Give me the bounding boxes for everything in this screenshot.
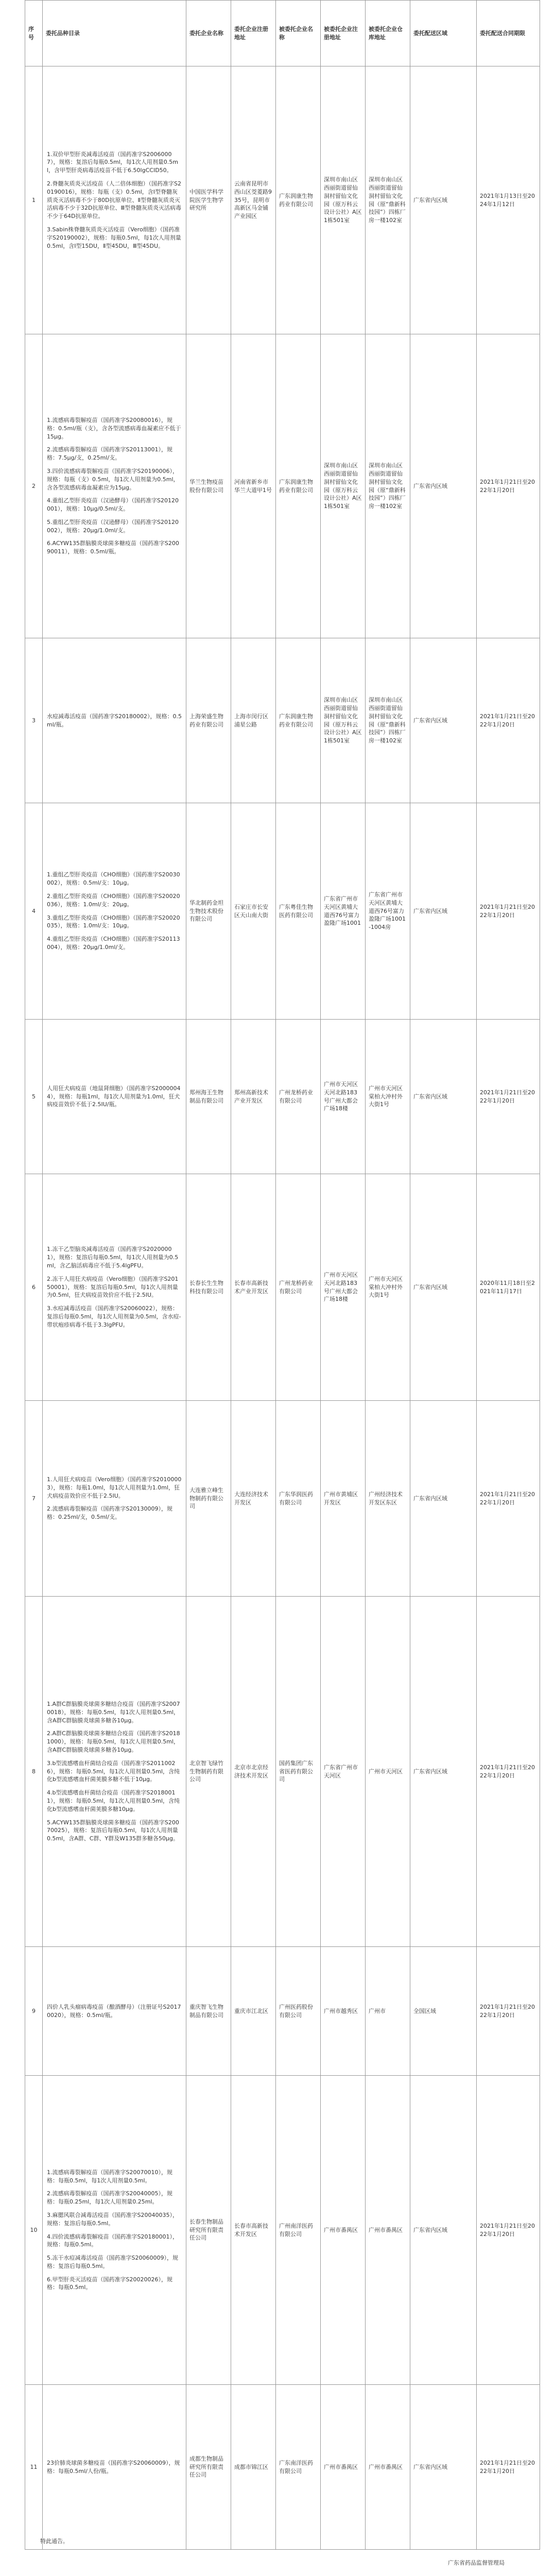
cell-holder-addr: 北京市北京经济技术开发区 bbox=[231, 1597, 276, 1947]
product-item: 5.冻干水痘减毒活疫苗（国药准字S20060009），规格：复溶后每瓶0.5ml。 bbox=[47, 2255, 178, 2269]
header-area: 委托配送区域 bbox=[410, 1, 477, 66]
cell-period: 2021年1月21日至2022年1月20日 bbox=[477, 1401, 540, 1597]
header-trustee-addr: 被委托企业注册地址 bbox=[321, 1, 366, 66]
product-item: 6.甲型肝炎灭活疫苗（国药准字S20020026），规格：每瓶0.5ml。 bbox=[47, 2276, 172, 2291]
product-item: 1.A群C群脑膜炎球菌多糖结合疫苗（国药准字S20070018），规格：每瓶0.5ml，每1次人用剂量0.5ml，含A群C群脑膜炎球菌多糖各10μg。 bbox=[47, 1701, 180, 1724]
cell-holder-addr: 大连经济技术开发区 bbox=[231, 1401, 276, 1597]
cell-trustee-addr: 广州市番禺区 bbox=[321, 2385, 366, 2550]
product-item: 2.流感病毒裂解疫苗（国药准字S20040005），规格：每瓶0.25ml，每1次人用剂量0.25ml。 bbox=[47, 2190, 172, 2206]
cell-area: 广东省内区域 bbox=[410, 638, 477, 803]
cell-trustee-addr: 广东省广州市天河区 bbox=[321, 1597, 366, 1947]
cell-warehouse: 深圳市南山区西丽街道留仙洞村留仙文化园（原“鼎新科技园”）四栋厂房一楼102室 bbox=[366, 66, 410, 334]
table-body bbox=[25, 66, 540, 2550]
cell-seq: 5 bbox=[25, 1020, 43, 1174]
cell-holder-addr: 石家庄市长安区天山南大街 bbox=[231, 803, 276, 1020]
cell-warehouse: 广州市番禺区 bbox=[366, 2385, 410, 2550]
cell-trustee-addr: 广州市天河区天河北路183号广州大都会广场18楼 bbox=[321, 1020, 366, 1174]
cell-seq: 6 bbox=[25, 1174, 43, 1401]
cell-trustee-addr: 广州市番禺区 bbox=[321, 2076, 366, 2385]
cell-holder: 大连雅立峰生物制药有限公司 bbox=[186, 1401, 231, 1597]
cell-holder: 长春生物制品研究所有限责任公司 bbox=[186, 2076, 231, 2385]
cell-seq: 11 bbox=[25, 2385, 43, 2550]
header-holder: 委托企业名称 bbox=[186, 1, 231, 66]
cell-period: 2021年1月21日至2022年1月20日 bbox=[477, 1020, 540, 1174]
product-item: 3.重组乙型肝炎疫苗（CHO细胞）（国药准字S20020035），规格：1.0ml/支：10μg。 bbox=[47, 914, 180, 929]
product-item: 23价肺炎球菌多糖疫苗（国药准字S20060009），规格：每瓶0.5ml/人份/瓶。 bbox=[47, 2459, 180, 2475]
cell-holder-addr: 重庆市江北区 bbox=[231, 1947, 276, 2076]
cell-products bbox=[43, 1174, 186, 1401]
cell-products bbox=[43, 2385, 186, 2550]
product-item: 3.b型流感嗜血杆菌结合疫苗（国药准字S20110026），规格：每瓶0.5ml，每1次人用剂量0.5ml，含纯化b型流感嗜血杆菌荚膜多糖不低于10μg。 bbox=[47, 1759, 180, 1783]
cell-seq: 10 bbox=[25, 2076, 43, 2385]
delegation-table bbox=[25, 0, 540, 2550]
product-item: 1.流感病毒裂解疫苗（国药准字S20070010），规格：每瓶0.5ml，每1次人用剂量0.5ml。 bbox=[47, 2168, 172, 2184]
cell-holder: 华北制药金坦生物技术股份有限公司 bbox=[186, 803, 231, 1020]
cell-holder-addr: 郑州高新技术产业开发区 bbox=[231, 1020, 276, 1174]
header-product: 委托品种目录 bbox=[43, 1, 186, 66]
product-item: 2.流感病毒裂解疫苗（国药准字S20130009），规格：0.25ml/支，0.5ml/支。 bbox=[47, 1505, 172, 1521]
cell-trustee: 广东润康生物药业有限公司 bbox=[276, 638, 321, 803]
table-row bbox=[25, 1597, 540, 1947]
cell-trustee: 广州医药股份有限公司 bbox=[276, 1947, 321, 2076]
product-item: 3.四价流感病毒裂解疫苗（国药准字S20190006），规格：每瓶（支）0.5ml，每1次人用剂量为0.5ml，含各型流感病毒血凝素应为15μg。 bbox=[47, 467, 179, 491]
cell-holder-addr: 河南省新乡市华兰大道甲1号 bbox=[231, 334, 276, 638]
cell-warehouse: 广州市天河区棠柏大冲村外大街1号 bbox=[366, 1174, 410, 1401]
table-row bbox=[25, 638, 540, 803]
cell-period: 2021年1月21日至2022年1月20日 bbox=[477, 803, 540, 1020]
cell-area: 广东省内区域 bbox=[410, 1020, 477, 1174]
product-item: 6.ACYW135群脑膜炎球菌多糖疫苗（国药准字S20090011），规格：0.5ml/瓶。 bbox=[47, 540, 179, 555]
cell-products bbox=[43, 803, 186, 1020]
product-item: 5.ACYW135群脑膜炎球菌多糖疫苗（国药准字S20070025），规格：复溶后每瓶0.5ml，每1次人用剂量0.5ml，含A群、C群、Y群及W135群多糖各50μg。 bbox=[47, 1819, 179, 1842]
cell-period: 2020年11月18日至2021年11月17日 bbox=[477, 1174, 540, 1401]
cell-seq: 1 bbox=[25, 66, 43, 334]
cell-trustee: 广东润康生物药业有限公司 bbox=[276, 334, 321, 638]
product-item: 3.Sabin株脊髓灰质炎灭活疫苗（Vero细胞）（国药准字S20190002），规格：每瓶0.5ml，每1次人用剂量0.5ml，含Ⅰ型15DU，Ⅱ型45DU，Ⅲ型45DU。 bbox=[47, 226, 181, 249]
cell-trustee: 国药集团广东省医药有限公司 bbox=[276, 1597, 321, 1947]
product-item: 2.冻干人用狂犬病疫苗（Vero细胞）（国药准字S20150001），规格：复溶后每瓶0.5ml，每1次人用剂量为0.5ml，狂犬病疫苗效价应不低于2.5IU。 bbox=[47, 1275, 179, 1299]
table-row bbox=[25, 1174, 540, 1401]
cell-trustee: 广东华润医药有限公司 bbox=[276, 1401, 321, 1597]
cell-area: 广东省内区域 bbox=[410, 1401, 477, 1597]
cell-trustee: 广州龙桥药业有限公司 bbox=[276, 1174, 321, 1401]
cell-warehouse: 广州经济技术开发区东区 bbox=[366, 1401, 410, 1597]
header-trustee: 被委托企业名称 bbox=[276, 1, 321, 66]
cell-warehouse: 广州市番禺区 bbox=[366, 2076, 410, 2385]
cell-area: 广东省内区域 bbox=[410, 1597, 477, 1947]
cell-trustee-addr: 深圳市南山区西丽街道留仙洞村留仙文化园（原万科云设计公社）A区1栋501室 bbox=[321, 334, 366, 638]
product-item: 人用狂犬病疫苗（地鼠肾细胞）（国药准字S20000044），规格：每瓶1ml，每1次人用剂量为1.0ml，狂犬病疫苗效价不低于2.5IU/瓶。 bbox=[47, 1084, 181, 1108]
cell-trustee-addr: 广东省广州市天河区黄埔大道西76号富力盈隆广场1001 bbox=[321, 803, 366, 1020]
cell-trustee: 广东润康生物药业有限公司 bbox=[276, 66, 321, 334]
product-item: 1.双价甲型肝炎减毒活疫苗（国药准字S20060007），规格：复溶后每瓶0.5ml，每1次人用剂量0.5ml，含甲型肝炎病毒活疫苗不低于6.50lgCCID50。 bbox=[47, 150, 178, 174]
cell-holder: 上海荣盛生物药业有限公司 bbox=[186, 638, 231, 803]
cell-trustee-addr: 广州市越秀区 bbox=[321, 1947, 366, 2076]
product-item: 3.麻腮风联合减毒活疫苗（国药准字S20040035），规格：复溶后每瓶0.5ml。 bbox=[47, 2211, 178, 2227]
cell-seq: 8 bbox=[25, 1597, 43, 1947]
cell-area: 广东省内区域 bbox=[410, 334, 477, 638]
cell-holder: 华兰生物疫苗股份有限公司 bbox=[186, 334, 231, 638]
product-item: 1.流感病毒裂解疫苗（国药准字S20080016），规格：0.5ml/瓶（支），含各型流感病毒血凝素应不低于15μg。 bbox=[47, 416, 181, 440]
product-item: 4.四价流感病毒裂解疫苗（国药准字S20180001），规格：每瓶0.5ml。 bbox=[47, 2233, 178, 2248]
product-item: 2.重组乙型肝炎疫苗（CHO细胞）（国药准字S20020036），规格：1.0ml/支：20μg。 bbox=[47, 892, 180, 908]
product-item: 4.b型流感嗜血杆菌结合疫苗（国药准字S20180011），规格：每瓶0.5ml，每1次人用剂量0.5ml，含纯化b型流感嗜血杆菌荚膜多糖10μg。 bbox=[47, 1789, 180, 1812]
cell-products bbox=[43, 2076, 186, 2385]
cell-area: 广东省内区域 bbox=[410, 803, 477, 1020]
cell-trustee: 广州南洋医药有限公司 bbox=[276, 2076, 321, 2385]
cell-area: 广东省内区域 bbox=[410, 2385, 477, 2550]
product-item: 2.脊髓灰质炎灭活疫苗（人二倍体细胞）（国药准字S20190016），规格：每瓶（支）0.5ml，含Ⅰ型脊髓灰质炎灭活病毒不少于80D抗原单位、Ⅱ型脊髓灰质炎灭活病毒不少于32D抗原单位、Ⅲ型脊髓灰质炎灭活病毒不少于64D抗原单位。 bbox=[47, 180, 182, 220]
cell-holder: 北京智飞绿竹生物制药有限公司 bbox=[186, 1597, 231, 1947]
product-item: 2.A群C群脑膜炎球菌多糖结合疫苗（国药准字S20181000），规格：每瓶0.5ml，每1次人用剂量0.5ml，含A群C群脑膜炎球菌多糖各10μg。 bbox=[47, 1730, 180, 1753]
cell-products bbox=[43, 66, 186, 334]
closing-note-text: 特此通告。 bbox=[40, 2538, 68, 2545]
cell-products bbox=[43, 1020, 186, 1174]
header-period: 委托配送合同期限 bbox=[477, 1, 540, 66]
cell-trustee: 广东南洋医药有限公司 bbox=[276, 2385, 321, 2550]
cell-holder: 成都生物制品研究所有限责任公司 bbox=[186, 2385, 231, 2550]
table-row bbox=[25, 2385, 540, 2550]
cell-holder-addr: 长春市高新技术开发区 bbox=[231, 2076, 276, 2385]
cell-products bbox=[43, 1401, 186, 1597]
product-item: 1.重组乙型肝炎疫苗（CHO细胞）（国药准字S20030002），规格：0.5ml/支：10μg。 bbox=[47, 871, 180, 887]
cell-products bbox=[43, 334, 186, 638]
issuer-footer: 广东省药品监督管理局 bbox=[448, 2560, 505, 2566]
cell-seq: 2 bbox=[25, 334, 43, 638]
cell-period: 2021年1月21日至2022年1月20日 bbox=[477, 1597, 540, 1947]
table-row bbox=[25, 2076, 540, 2385]
cell-holder-addr: 云南省昆明市西山区茭菱路935号，昆明市高新区马金铺产业园区 bbox=[231, 66, 276, 334]
table-row bbox=[25, 803, 540, 1020]
cell-trustee-addr: 广州市天河区天河北路183号广州大都会广场18楼 bbox=[321, 1174, 366, 1401]
cell-period: 2021年1月21日至2022年1月20日 bbox=[477, 334, 540, 638]
table-row bbox=[25, 66, 540, 334]
cell-holder-addr: 长春市高新技术产业开发区 bbox=[231, 1174, 276, 1401]
cell-trustee-addr: 深圳市南山区西丽街道留仙洞村留仙文化园（原万科云设计公社）A区1栋501室 bbox=[321, 638, 366, 803]
cell-products bbox=[43, 1597, 186, 1947]
table-row bbox=[25, 1947, 540, 2076]
cell-period: 2021年1月21日至2022年1月20日 bbox=[477, 2076, 540, 2385]
cell-area: 全国区域 bbox=[410, 1947, 477, 2076]
cell-holder: 重庆智飞生物制品有限公司 bbox=[186, 1947, 231, 2076]
product-item: 1.人用狂犬病疫苗（Vero细胞）（国药准字S20100003），规格：每瓶1.0ml，每1次人用剂量为1.0ml，狂犬病疫苗效价应不低于2.5IU。 bbox=[47, 1476, 182, 1499]
cell-seq: 7 bbox=[25, 1401, 43, 1597]
cell-period: 2021年1月21日至2022年1月20日 bbox=[477, 1947, 540, 2076]
cell-warehouse: 广州市天河区棠柏大冲村外大街1号 bbox=[366, 1020, 410, 1174]
cell-trustee-addr: 深圳市南山区西丽街道留仙洞村留仙文化园（原万科云设计公社）A区1栋501室 bbox=[321, 66, 366, 334]
cell-holder-addr: 上海市闵行区浦星公路 bbox=[231, 638, 276, 803]
header-warehouse: 被委托企业仓库地址 bbox=[366, 1, 410, 66]
cell-products bbox=[43, 1947, 186, 2076]
table-row bbox=[25, 1020, 540, 1174]
cell-seq: 4 bbox=[25, 803, 43, 1020]
cell-warehouse: 广州市 bbox=[366, 1947, 410, 2076]
cell-area: 广东省内区域 bbox=[410, 2076, 477, 2385]
header-row bbox=[25, 1, 540, 66]
cell-warehouse: 深圳市南山区西丽街道留仙洞村留仙文化园（原“鼎新科技园”）四栋厂房一楼102室 bbox=[366, 334, 410, 638]
product-item: 5.重组乙型肝炎疫苗（汉逊酵母）（国药准字S20120002），规格：20μg/1.0ml/支。 bbox=[47, 518, 179, 534]
cell-area: 广东省内区域 bbox=[410, 1174, 477, 1401]
header-seq: 序号 bbox=[25, 1, 43, 66]
cell-trustee: 广东粤佳生物医药有限公司 bbox=[276, 803, 321, 1020]
cell-seq: 9 bbox=[25, 1947, 43, 2076]
cell-period: 2021年1月21日至2022年1月20日 bbox=[477, 638, 540, 803]
cell-holder: 郑州海王生物制品有限公司 bbox=[186, 1020, 231, 1174]
cell-holder: 中国医学科学院医学生物学研究所 bbox=[186, 66, 231, 334]
product-item: 1.冻干乙型脑炎减毒活疫苗（国药准字S20200001），规格：复溶后每瓶0.5ml，每1次人用剂量为0.5ml，含乙脑活病毒应不低于5.4lgPFU。 bbox=[47, 1246, 179, 1269]
product-item: 四价人乳头瘤病毒疫苗（酿酒酵母）（注册证号S20170020），规格：0.5ml/瓶。 bbox=[47, 2003, 181, 2019]
cell-warehouse: 广东省广州市天河区黄埔大道西76号富力盈隆广场1001-1004房 bbox=[366, 803, 410, 1020]
cell-trustee-addr: 广州市黄埔区开发区 bbox=[321, 1401, 366, 1597]
cell-period: 2021年1月21日至2022年1月20日 bbox=[477, 2385, 540, 2550]
product-item: 4.重组乙型肝炎疫苗（汉逊酵母）（国药准字S20120001），规格：10μg/0.5ml/支。 bbox=[47, 497, 179, 513]
document-page bbox=[25, 0, 540, 2550]
cell-period: 2021年1月13日至2024年1月12日 bbox=[477, 66, 540, 334]
cell-products bbox=[43, 638, 186, 803]
cell-warehouse: 广州市天河区 bbox=[366, 1597, 410, 1947]
table-row bbox=[25, 334, 540, 638]
table-row bbox=[25, 1401, 540, 1597]
cell-warehouse: 深圳市南山区西丽街道留仙洞村留仙文化园（原“鼎新科技园”）四栋厂房一楼102室 bbox=[366, 638, 410, 803]
product-item: 水痘减毒活疫苗（国药准字S20180002），规格：0.5ml/瓶。 bbox=[47, 713, 182, 728]
cell-holder: 长春长生生物科技有限公司 bbox=[186, 1174, 231, 1401]
cell-trustee: 广州龙桥药业有限公司 bbox=[276, 1020, 321, 1174]
cell-area: 广东省内区域 bbox=[410, 66, 477, 334]
product-item: 2.流感病毒裂解疫苗（国药准字S20113001），规格：7.5μg/支，0.25ml/支。 bbox=[47, 446, 172, 462]
cell-seq: 3 bbox=[25, 638, 43, 803]
product-item: 3.水痘减毒活疫苗（国药准字S20060022），规格：复溶后每瓶0.5ml，每1次人用剂量为0.5ml，含水痘-带状疱疹病毒不低于3.3lgPFU。 bbox=[47, 1305, 181, 1328]
product-item: 4.重组乙型肝炎疫苗（CHO细胞）（国药准字S20113004），规格：20μg/1.0ml/支。 bbox=[47, 936, 180, 951]
cell-holder-addr: 成都市锦江区 bbox=[231, 2385, 276, 2550]
header-holder-addr: 委托企业注册地址 bbox=[231, 1, 276, 66]
